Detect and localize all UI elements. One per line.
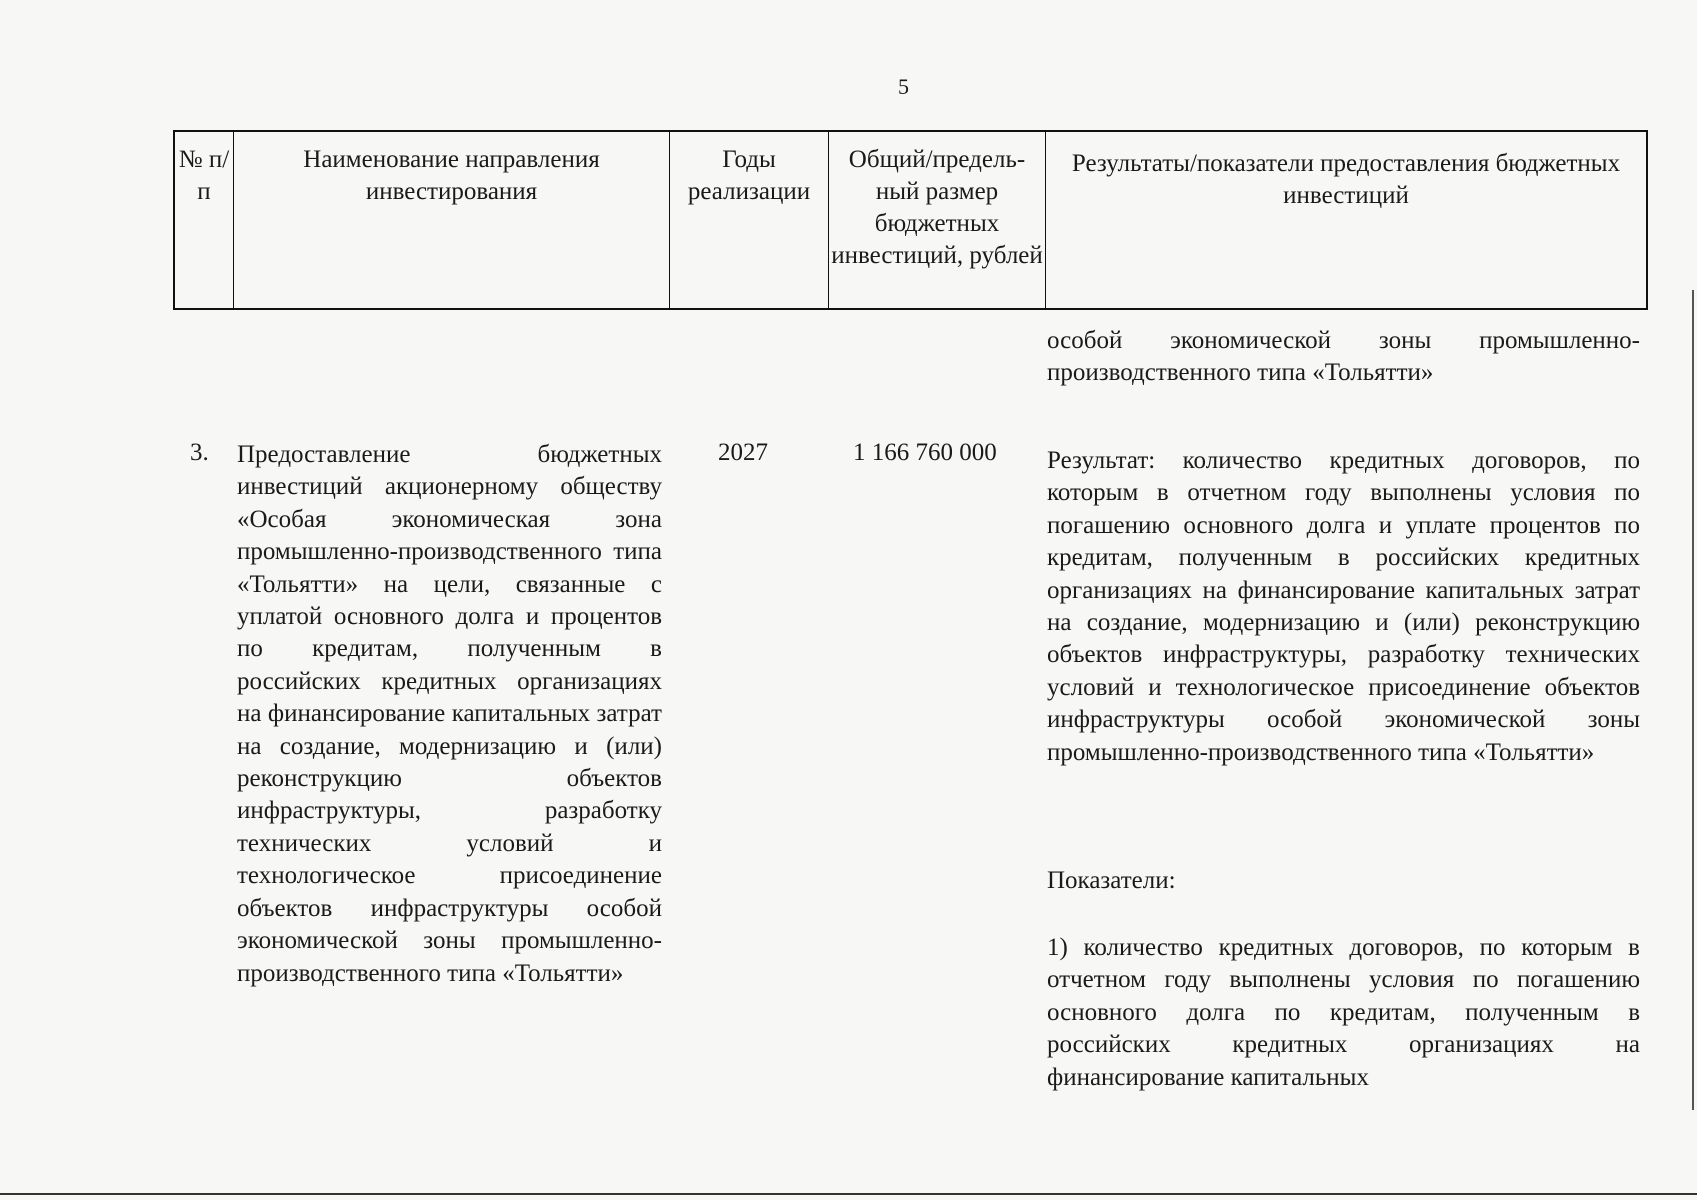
table-header xyxy=(173,130,1648,310)
row-years: 2027 xyxy=(718,439,768,466)
header-number: № п/п xyxy=(175,132,234,308)
row-name: Предоставление бюджетных инвестиций акционерному обществу «Особая экономическая зона промышленно-производственного типа «Тольятти» на цели, связанные с уплатой основного долга и процентов по кредитам, полученным в российских кредитных организациях на финансирование капитальных затрат на создание, модернизацию и (или) реконструкцию объектов инфраструктуры, разработку технических условий и технологическое присоединение объектов инфраструктуры особой экономической зоны промышленно-производственного типа «Тольятти» xyxy=(237,441,662,987)
row-result: Результат: количество кредитных договоров, по которым в отчетном году выполнены условия по погашению основного долга и уплате процентов по кредитам, полученным в российских кредитных организациях на финансирование капитальных затрат на создание, модернизацию и (или) реконструкцию объектов инфраструктуры, разработку технических условий и технологическое присоединение объектов инфраструктуры особой экономической зоны промышленно-производственного типа «Тольятти» xyxy=(1047,447,1640,766)
header-years: Годы реализации xyxy=(670,132,829,308)
indicators-label: Показатели: xyxy=(1047,867,1176,894)
continued-text: особой экономической зоны промышленно-производственного типа «Тольятти» xyxy=(1047,327,1640,387)
row-amount: 1 166 760 000 xyxy=(853,439,997,466)
row-number: 3. xyxy=(190,439,209,466)
header-size: Общий/предель-ный размер бюджетных инвестиций, рублей xyxy=(829,132,1046,308)
header-results: Результаты/показатели предоставления бюджетных инвестиций xyxy=(1071,150,1621,209)
header-name: Наименование направления инвестирования xyxy=(234,132,670,308)
indicator-1: 1) количество кредитных договоров, по которым в отчетном году выполнены условия по погашению основного долга по кредитам, полученным в российских кредитных организациях на финансирование капитальных xyxy=(1047,934,1640,1091)
page-number: 5 xyxy=(898,74,909,99)
bottom-rule xyxy=(0,1193,1697,1195)
scan-edge-line xyxy=(1692,290,1694,1110)
